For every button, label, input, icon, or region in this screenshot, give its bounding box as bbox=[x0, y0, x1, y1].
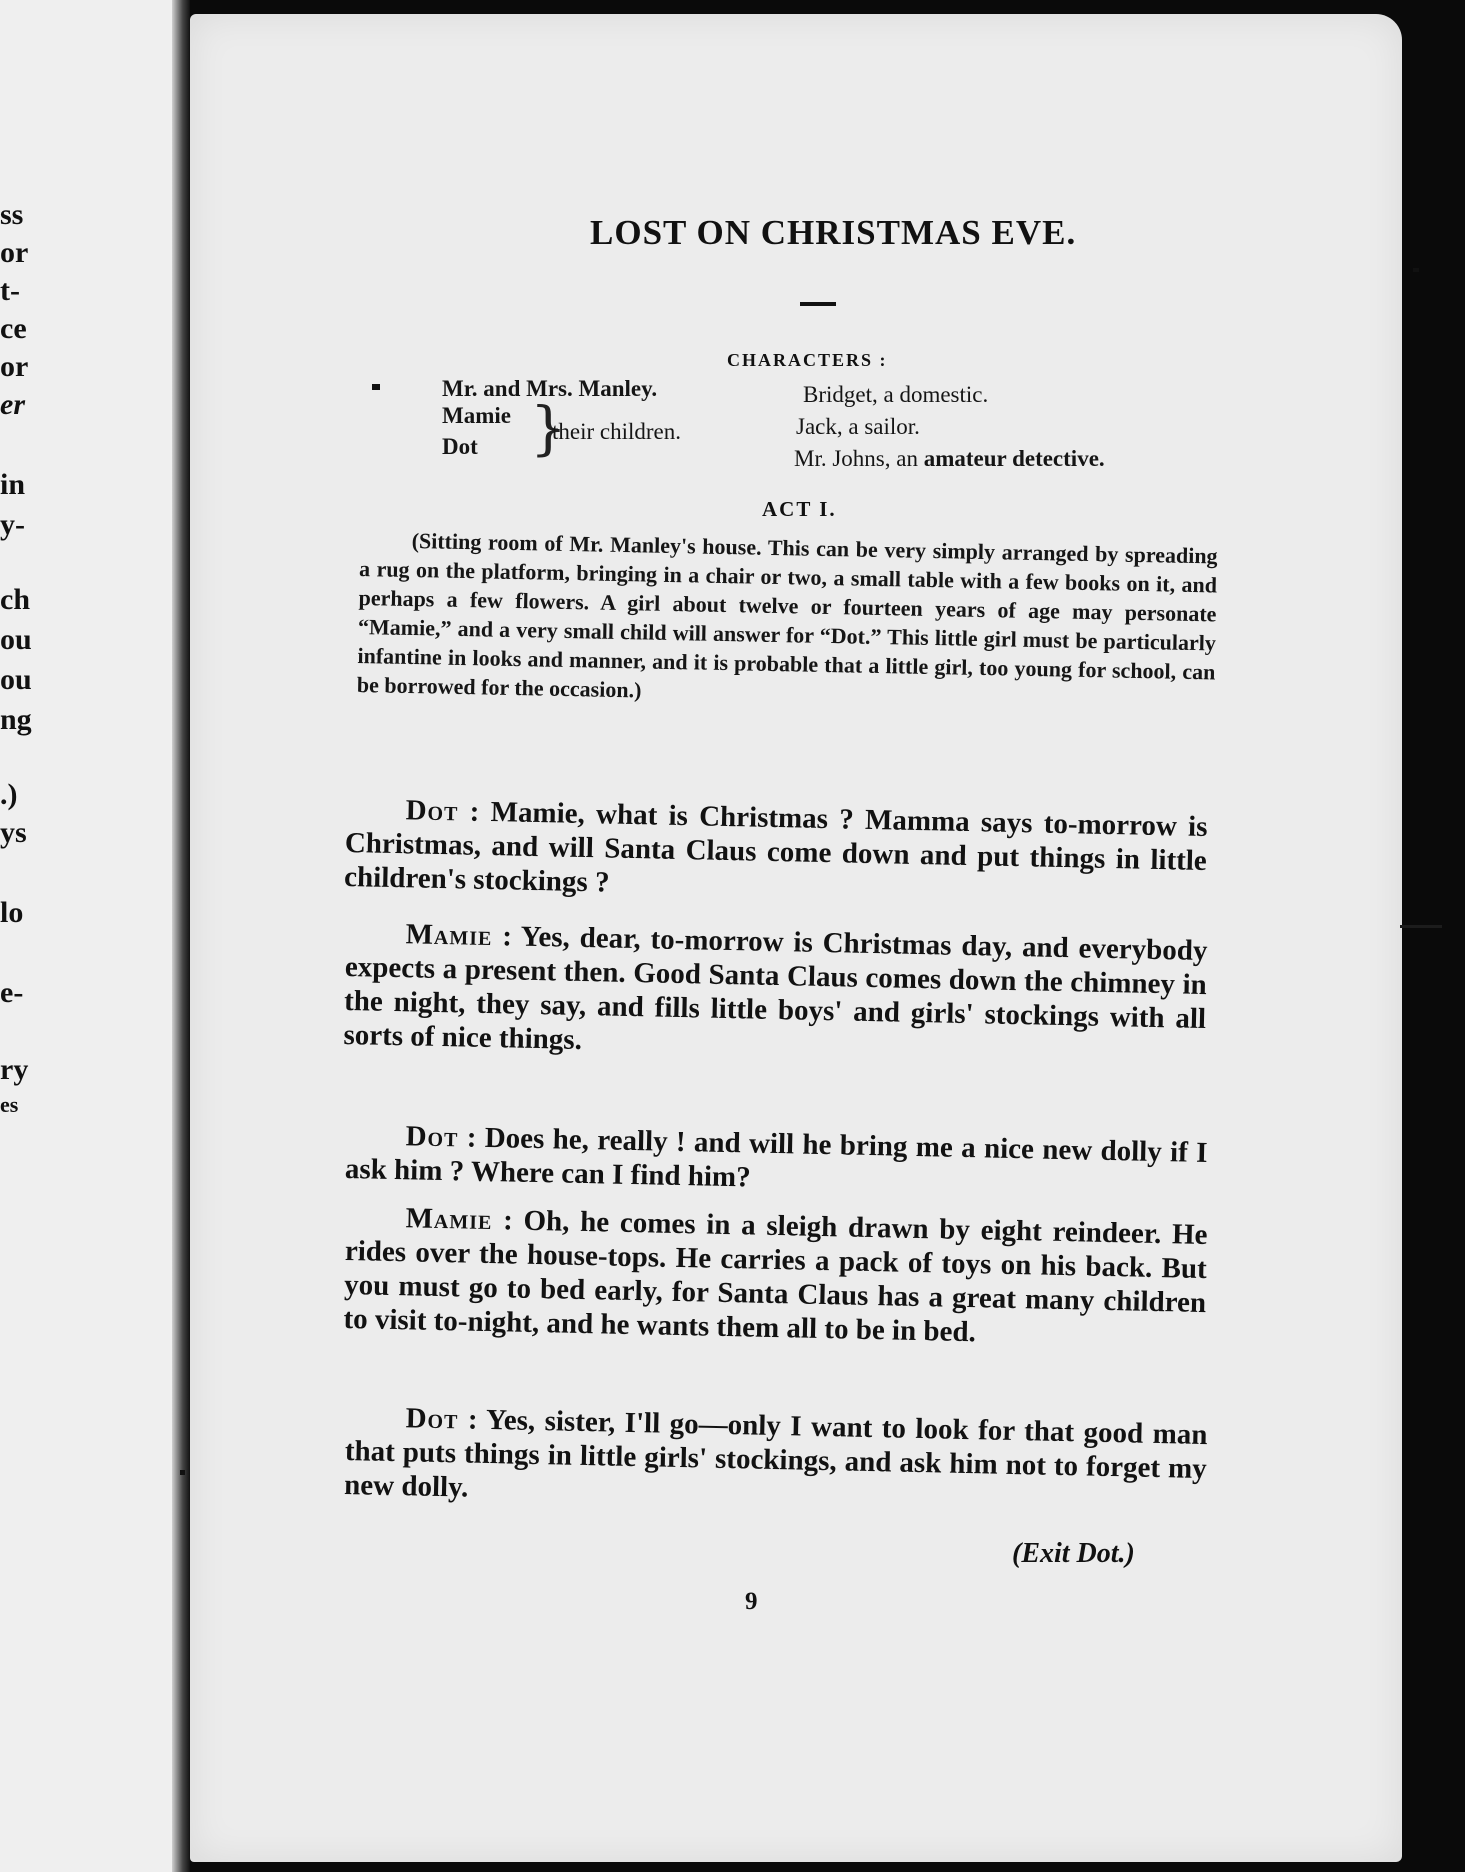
left-text-fragment: ch bbox=[0, 583, 30, 616]
left-text-fragment: er bbox=[0, 388, 25, 421]
bullet-mark bbox=[372, 384, 380, 390]
left-text-fragment: ss bbox=[0, 198, 24, 231]
left-text-fragment: ou bbox=[0, 663, 32, 696]
left-text-fragment: lo bbox=[0, 896, 24, 929]
character-mamie: Mamie bbox=[442, 403, 511, 428]
character-bridget: Bridget, a domestic. bbox=[803, 382, 989, 407]
dialogue-text: : Yes, dear, to-morrow is Christmas day, and everybody expects a present then. Good Santa Claus comes down the chimney in the night, they say, and fills little boys' and girls' stockings with all sorts of nice things. bbox=[343, 920, 1208, 1056]
title-rule bbox=[800, 302, 836, 306]
character-jack: Jack, a sailor. bbox=[796, 414, 920, 439]
left-text-fragment: or bbox=[0, 350, 29, 383]
dialogue-text: : Mamie, what is Christmas ? Mamma says to-morrow is Christmas, and will Santa Claus come down and put things in little children's stockings ? bbox=[343, 795, 1208, 899]
dialogue-text: : Oh, he comes in a sleigh drawn by eight reindeer. He rides over the house-tops. He carries a pack of toys on his back. But you must go to bed early, for Santa Claus has a great many children to visit to-night, and he wants them all to be in bed. bbox=[343, 1204, 1208, 1349]
act-heading: ACT I. bbox=[762, 497, 837, 521]
left-text-fragment: y- bbox=[0, 508, 25, 541]
dialogue-text: : Yes, sister, I'll go—only I want to look for that good man that puts things in little girls' stockings, and ask him not to forget my new dolly. bbox=[343, 1403, 1208, 1504]
character-manleys: Mr. and Mrs. Manley. bbox=[442, 376, 658, 401]
page-number: 9 bbox=[745, 1588, 758, 1615]
speaker-name: Mamie bbox=[405, 1202, 493, 1237]
dialogue-text: : Does he, really ! and will he bring me a nice new dolly if I ask him ? Where can I find him? bbox=[344, 1121, 1208, 1194]
character-dot: Dot bbox=[442, 434, 478, 459]
dialogue-line bbox=[343, 1200, 1208, 1354]
stage-direction: (Sitting room of Mr. Manley's house. This can be very simply arranged by spreading a rug on the platform, bringing in a chair or two, a small table with a few books on it, and perhaps a few flowers. A girl about twelve or fourteen years of age may personate “Mamie,” and a very small child will answer for “Dot.” This little girl must be particularly infantine in looks and manner, and it is probable that a little girl, too young for school, can be borrowed for the occasion.) bbox=[356, 527, 1218, 703]
left-text-fragment: ce bbox=[0, 312, 27, 345]
page-gutter bbox=[172, 0, 190, 1872]
left-page-fragment bbox=[0, 0, 183, 1872]
dialogue-line bbox=[344, 792, 1208, 912]
left-text-fragment: or bbox=[0, 236, 29, 269]
speaker-name: Dot bbox=[405, 794, 459, 828]
page-title: LOST ON CHRISTMAS EVE. bbox=[590, 213, 1077, 252]
exit-direction: (Exit Dot.) bbox=[1012, 1538, 1135, 1569]
dialogue-line bbox=[343, 916, 1208, 1070]
left-text-fragment: ys bbox=[0, 816, 27, 849]
left-text-fragment: t- bbox=[0, 274, 20, 307]
left-text-fragment: ng bbox=[0, 703, 32, 736]
speck-mark bbox=[1413, 268, 1419, 272]
speck-mark bbox=[180, 1470, 185, 1475]
brace-mark: } bbox=[530, 394, 567, 462]
dialogue-line bbox=[344, 1400, 1208, 1520]
character-johns bbox=[794, 446, 1105, 472]
left-text-fragment: ou bbox=[0, 623, 32, 656]
children-note: their children. bbox=[552, 419, 682, 444]
character-johns-name: Mr. Johns, an bbox=[794, 446, 918, 471]
characters-heading: CHARACTERS : bbox=[727, 350, 888, 370]
left-text-fragment: es bbox=[0, 1092, 19, 1117]
left-text-fragment: e- bbox=[0, 976, 24, 1009]
left-text-fragment: in bbox=[0, 468, 26, 501]
speaker-name: Dot bbox=[405, 1402, 459, 1436]
speaker-name: Dot bbox=[405, 1120, 459, 1154]
speaker-name: Mamie bbox=[405, 918, 493, 953]
left-text-fragment: ry bbox=[0, 1053, 29, 1086]
page-tear-mark bbox=[1400, 925, 1442, 928]
left-text-fragment: .) bbox=[0, 778, 18, 811]
character-johns-role: amateur detective. bbox=[923, 446, 1105, 471]
